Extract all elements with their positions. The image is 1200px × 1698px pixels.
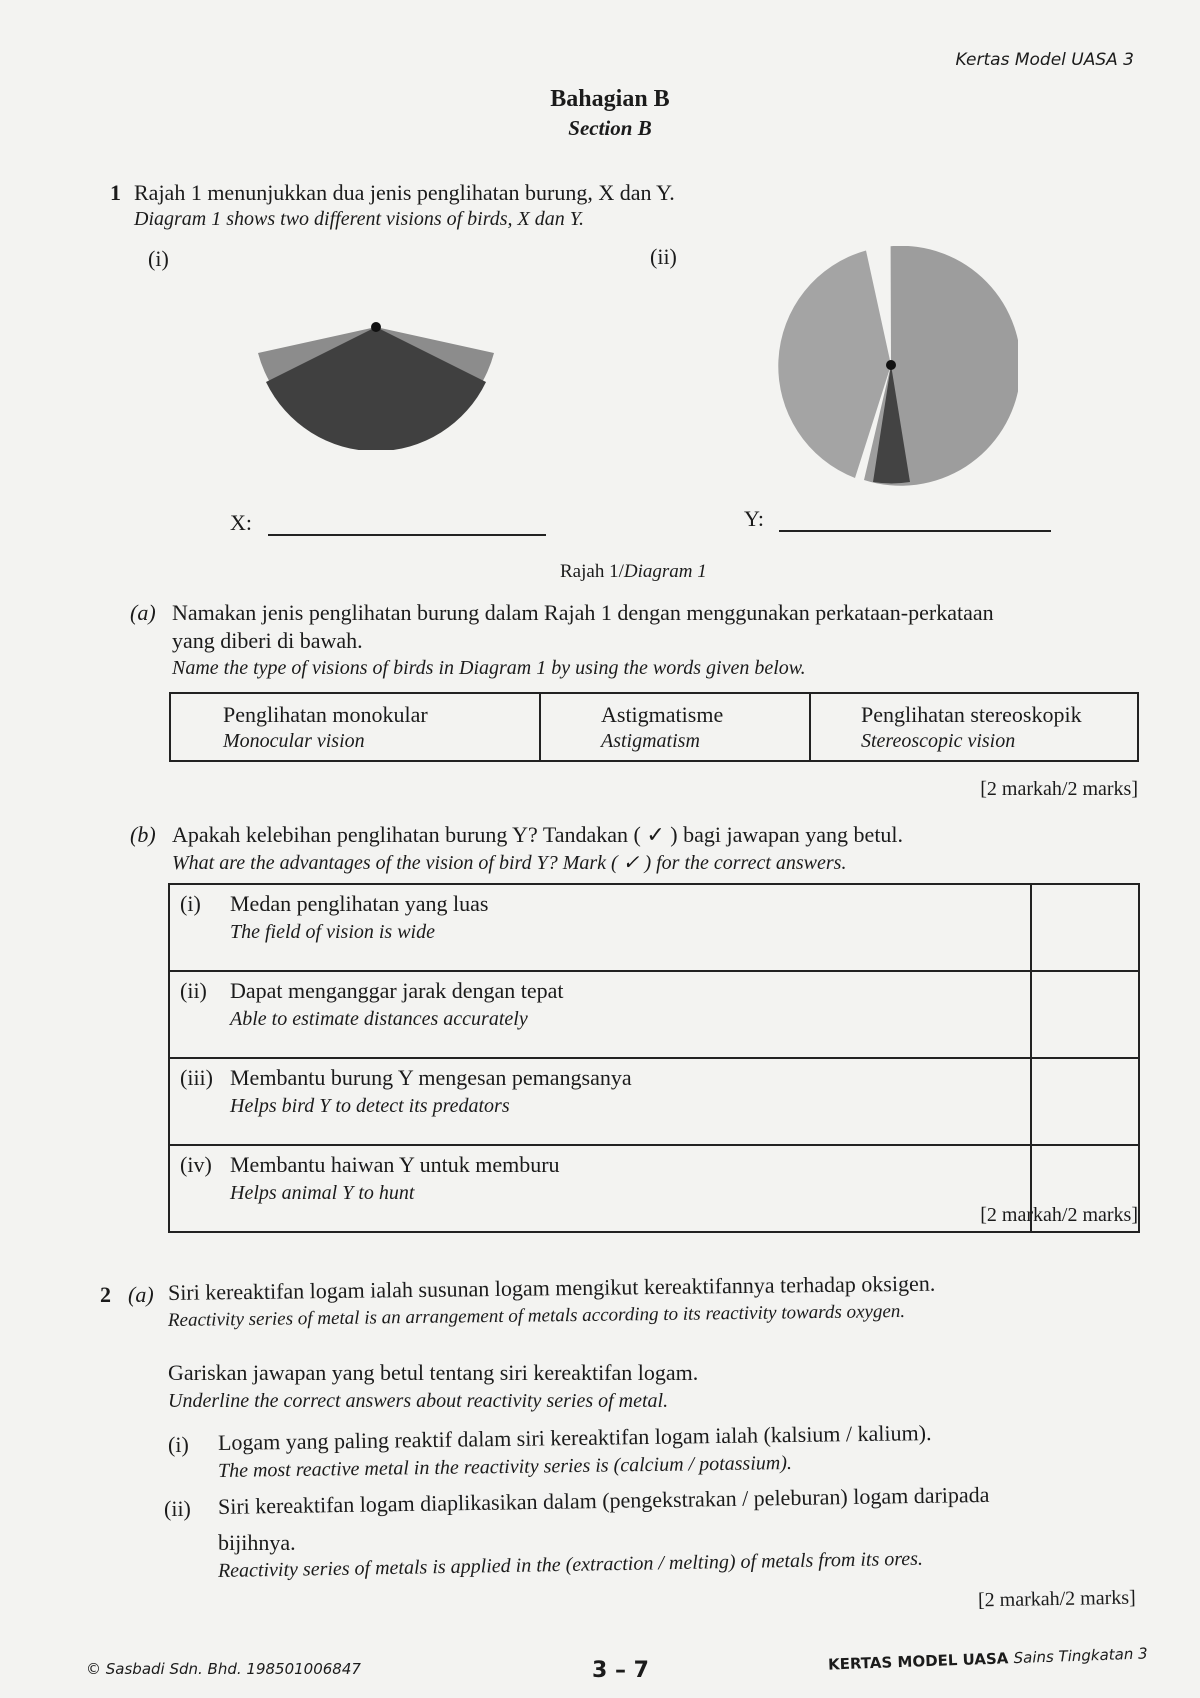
part-b-text-ms: Apakah kelebihan penglihatan burung Y? Tandakan ( ✓ ) bagi jawapan yang betul. — [172, 822, 904, 847]
q2-i-text-ms: Logam yang paling reaktif dalam siri kereaktifan logam ialah (kalsium / kalium). — [217, 1420, 932, 1455]
diagram-caption — [560, 561, 707, 583]
diagram-i-vision-field — [250, 300, 510, 450]
word-bank-cell — [540, 693, 810, 761]
option-en: Helps animal Y to hunt — [230, 1182, 415, 1204]
word-en: Stereoscopic vision — [861, 729, 1016, 752]
word-bank-cell — [170, 693, 540, 761]
question-1-number: 1 — [110, 180, 121, 205]
option-number: (ii) — [180, 978, 207, 1003]
question-2-letter — [128, 1282, 154, 1308]
section-subtitle: Section B — [568, 116, 652, 140]
diagram-i-label: (i) — [148, 246, 169, 271]
part-b-text-en: What are the advantages of the vision of bird Y? Mark ( ✓ ) for the correct answers. — [172, 852, 847, 874]
answer-x-row — [230, 510, 546, 536]
part-b-letter-text: (b) — [130, 822, 156, 847]
word-en: Monocular vision — [223, 729, 365, 752]
answer-y-blank[interactable] — [779, 510, 1051, 532]
bird-eye-dot — [886, 360, 896, 370]
answer-x-blank[interactable] — [268, 514, 546, 536]
part-a-letter-text: (a) — [130, 600, 156, 625]
option-ms: Medan penglihatan yang luas — [230, 891, 489, 916]
table-row — [169, 884, 1139, 971]
diagram-ii-label: (ii) — [650, 244, 677, 269]
option-number: (i) — [180, 891, 201, 916]
question-2-marks: [2 markah/2 marks] — [978, 1586, 1137, 1612]
q2-ii-text-ms-2: bijihnya. — [218, 1530, 296, 1555]
option-cell — [169, 1145, 1031, 1232]
word-en: Astigmatism — [601, 729, 700, 752]
footer-page-number: 3 – 7 — [592, 1658, 649, 1683]
advantages-table — [168, 883, 1140, 1233]
option-ms: Membantu burung Y mengesan pemangsanya — [230, 1065, 632, 1090]
caption-ms: Rajah 1/ — [560, 561, 624, 582]
table-row — [169, 971, 1139, 1058]
option-number: (iv) — [180, 1152, 212, 1177]
footer-book-title-subject: Sains Tingkatan 3 — [1013, 1644, 1148, 1668]
option-cell — [169, 1058, 1031, 1145]
question-2-text-en: Reactivity series of metal is an arrangement of metals according to its reactivity towards oxygen. — [167, 1300, 906, 1331]
q2-i-text-en: The most reactive metal in the reactivity series is (calcium / potassium). — [217, 1451, 793, 1482]
option-en: Able to estimate distances accurately — [230, 1008, 528, 1030]
q2-ii-text-ms-1: Siri kereaktifan logam diaplikasikan dalam (pengekstrakan / peleburan) logam daripada — [217, 1481, 990, 1519]
footer-book-title — [828, 1644, 1148, 1673]
answer-y-label: Y: — [744, 506, 764, 531]
option-cell — [169, 884, 1031, 971]
part-a-text-ms-1: Namakan jenis penglihatan burung dalam Rajah 1 dengan menggunakan perkataan-perkataan — [172, 600, 994, 625]
question-2-letter-text: (a) — [128, 1282, 154, 1307]
q2-ii-number: (ii) — [164, 1496, 191, 1521]
option-number: (iii) — [180, 1065, 213, 1090]
caption-en: Diagram 1 — [623, 561, 707, 582]
question-2-instruction-ms: Gariskan jawapan yang betul tentang siri kereaktifan logam. — [168, 1360, 699, 1385]
answer-y-row — [744, 506, 1051, 532]
question-1-stem-en: Diagram 1 shows two different visions of birds, X dan Y. — [134, 208, 585, 230]
part-a-marks: [2 markah/2 marks] — [980, 778, 1138, 800]
word-ms: Penglihatan stereoskopik — [861, 701, 1082, 727]
section-title: Bahagian B — [550, 86, 670, 112]
table-row — [169, 1058, 1139, 1145]
tick-box[interactable] — [1031, 1058, 1139, 1145]
footer-book-title-main: KERTAS MODEL UASA — [827, 1649, 1014, 1674]
bird-eye-dot — [371, 322, 381, 332]
tick-box[interactable] — [1031, 884, 1139, 971]
option-en: The field of vision is wide — [230, 921, 435, 943]
question-2-instruction-en: Underline the correct answers about reactivity series of metal. — [168, 1390, 669, 1412]
option-ms: Membantu haiwan Y untuk memburu — [230, 1152, 560, 1177]
footer-publisher: © Sasbadi Sdn. Bhd. 198501006847 — [86, 1660, 361, 1678]
diagram-ii-vision-field — [778, 246, 1018, 486]
word-bank-table — [169, 692, 1139, 762]
question-2-number: 2 — [100, 1282, 111, 1307]
option-ms: Dapat menganggar jarak dengan tepat — [230, 978, 564, 1003]
option-cell — [169, 971, 1031, 1058]
part-b-letter — [130, 822, 156, 848]
word-ms: Penglihatan monokular — [223, 701, 428, 727]
part-a-text-en: Name the type of visions of birds in Diagram 1 by using the words given below. — [172, 657, 806, 679]
tick-box[interactable] — [1031, 971, 1139, 1058]
word-bank-cell — [810, 693, 1138, 761]
part-b-marks: [2 markah/2 marks] — [980, 1204, 1138, 1226]
answer-x-label: X: — [230, 510, 252, 535]
word-ms: Astigmatisme — [601, 701, 724, 727]
question-2-text-ms: Siri kereaktifan logam ialah susunan logam mengikut kereaktifannya terhadap oksigen. — [167, 1270, 936, 1305]
part-a-letter — [130, 600, 156, 626]
question-1-stem-ms: Rajah 1 menunjukkan dua jenis penglihatan burung, X dan Y. — [134, 180, 675, 205]
part-a-text-ms-2: yang diberi di bawah. — [172, 628, 363, 653]
q2-ii-text-en: Reactivity series of metals is applied in the (extraction / melting) of metals from its ores. — [217, 1547, 924, 1582]
q2-i-number: (i) — [168, 1432, 189, 1457]
header-paper-name: Kertas Model UASA 3 — [955, 50, 1134, 70]
option-en: Helps bird Y to detect its predators — [230, 1095, 510, 1117]
